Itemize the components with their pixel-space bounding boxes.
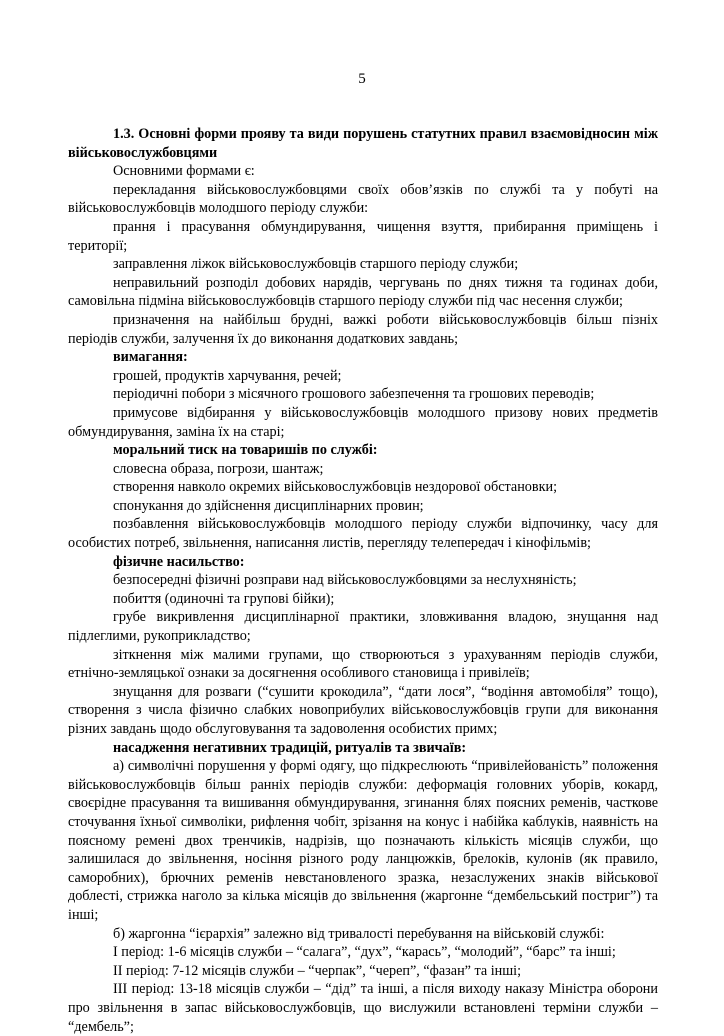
paragraph: безпосередні фізичні розправи над військовослужбовцями за неслухняність; [113, 572, 577, 589]
paragraph: грошей, продуктів харчування, речей; [113, 367, 342, 384]
paragraph: словесна образа, погрози, шантаж; [113, 460, 324, 477]
subheading: вимагання: [113, 349, 188, 366]
paragraph: а) символічні порушення у формі одягу, що підкреслюють “привілейованість” положення військовослужбовців більш ранніх періодів служби: деформація головних уборів, кокард, своєрідне прасування та вишивання обмундирування, згинання блях поясних ременів, часткове сточування їхньої символіки, рифлення чобіт, зрізання на конус і набійка каблуків, наявність на поясному ремені двох тренчиків, надрізів, що позначають кількість місяців служби, що залишилася до звільнення, носіння різного роду ланцюжків, брелоків, кулонів (як правило, саморобних), брючних ременів невстановленого зразка, незаслужених знаків військової доблесті, стрижка наголо за кілька місяців до звільнення (жаргонне “дембельський постриг”) та інші; [68, 758, 658, 923]
paragraph: II період: 7-12 місяців служби – “черпак”, “череп”, “фазан” та інші; [113, 962, 522, 979]
paragraph: зіткнення між малими групами, що створюються з урахуванням періодів служби, етнічно-земляцької ознаки за досягнення особливого становища і привілеїв; [68, 646, 658, 682]
paragraph: позбавлення військовослужбовців молодшого періоду служби відпочинку, часу для особистих потреб, звільнення, написання листів, перегляду телепередач і кінофільмів; [68, 516, 658, 552]
document-body [68, 125, 658, 1036]
paragraph: примусове відбирання у військовослужбовців молодшого призову нових предметів обмундирування, заміна їх на старі; [68, 404, 658, 440]
paragraph: створення навколо окремих військовослужбовців нездорової обстановки; [113, 479, 558, 496]
paragraph: призначення на найбільш брудні, важкі роботи військовослужбовців більш пізніх періодів служби, залучення їх до виконання додаткових завдань; [68, 311, 658, 347]
paragraph: III період: 13-18 місяців служби – “дід” та інші, а після виходу наказу Міністра оборони про звільнення в запас військовослужбовців, що вислужили встановлені терміни служби – “дембель”; [68, 981, 658, 1035]
paragraph: I період: 1-6 місяців служби – “салага”, “дух”, “карась”, “молодий”, “барс” та інші; [113, 944, 616, 961]
page-number: 5 [358, 71, 366, 87]
paragraph: грубе викривлення дисциплінарної практики, зловживання владою, знущання над підлеглими, рукоприкладство; [68, 609, 658, 645]
paragraph: знущання для розваги (“сушити крокодила”, “дати лося”, “водіння автомобіля” тощо), створення з числа фізично слабких новоприбулих військовослужбовців групи для виконання різних завдань щодо обслуговування та задоволення особистих примх; [68, 683, 658, 737]
paragraph: побиття (одиночні та групові бійки); [113, 590, 335, 607]
paragraph: б) жаргонна “ієрархія” залежно від тривалості перебування на військовій службі: [113, 925, 605, 942]
subheading: насадження негативних традицій, ритуалів та звичаїв: [113, 739, 467, 756]
paragraph: прання і прасування обмундирування, чищення взуття, прибирання приміщень і території; [68, 218, 658, 254]
paragraph: неправильний розподіл добових нарядів, чергувань по днях тижня та годинах доби, самовільна підміна військовослужбовців старшого періоду служби під час несення служби; [68, 274, 658, 310]
paragraph: спонукання до здійснення дисциплінарних провин; [113, 497, 424, 514]
paragraph: періодичні побори з місячного грошового забезпечення та грошових переводів; [113, 386, 595, 403]
subheading: фізичне насильство: [113, 553, 245, 570]
section-heading: 1.3. Основні форми прояву та види порушень статутних правил взаємовідносин між військовослужбовцями [68, 126, 658, 161]
subheading: моральний тиск на товаришів по службі: [113, 442, 378, 459]
paragraph: Основними формами є: [113, 163, 255, 180]
paragraph: перекладання військовослужбовцями своїх обов’язків по службі та у побуті на військовослужбовців молодшого періоду служби: [68, 181, 658, 217]
paragraph: заправлення ліжок військовослужбовців старшого періоду служби; [113, 256, 519, 273]
